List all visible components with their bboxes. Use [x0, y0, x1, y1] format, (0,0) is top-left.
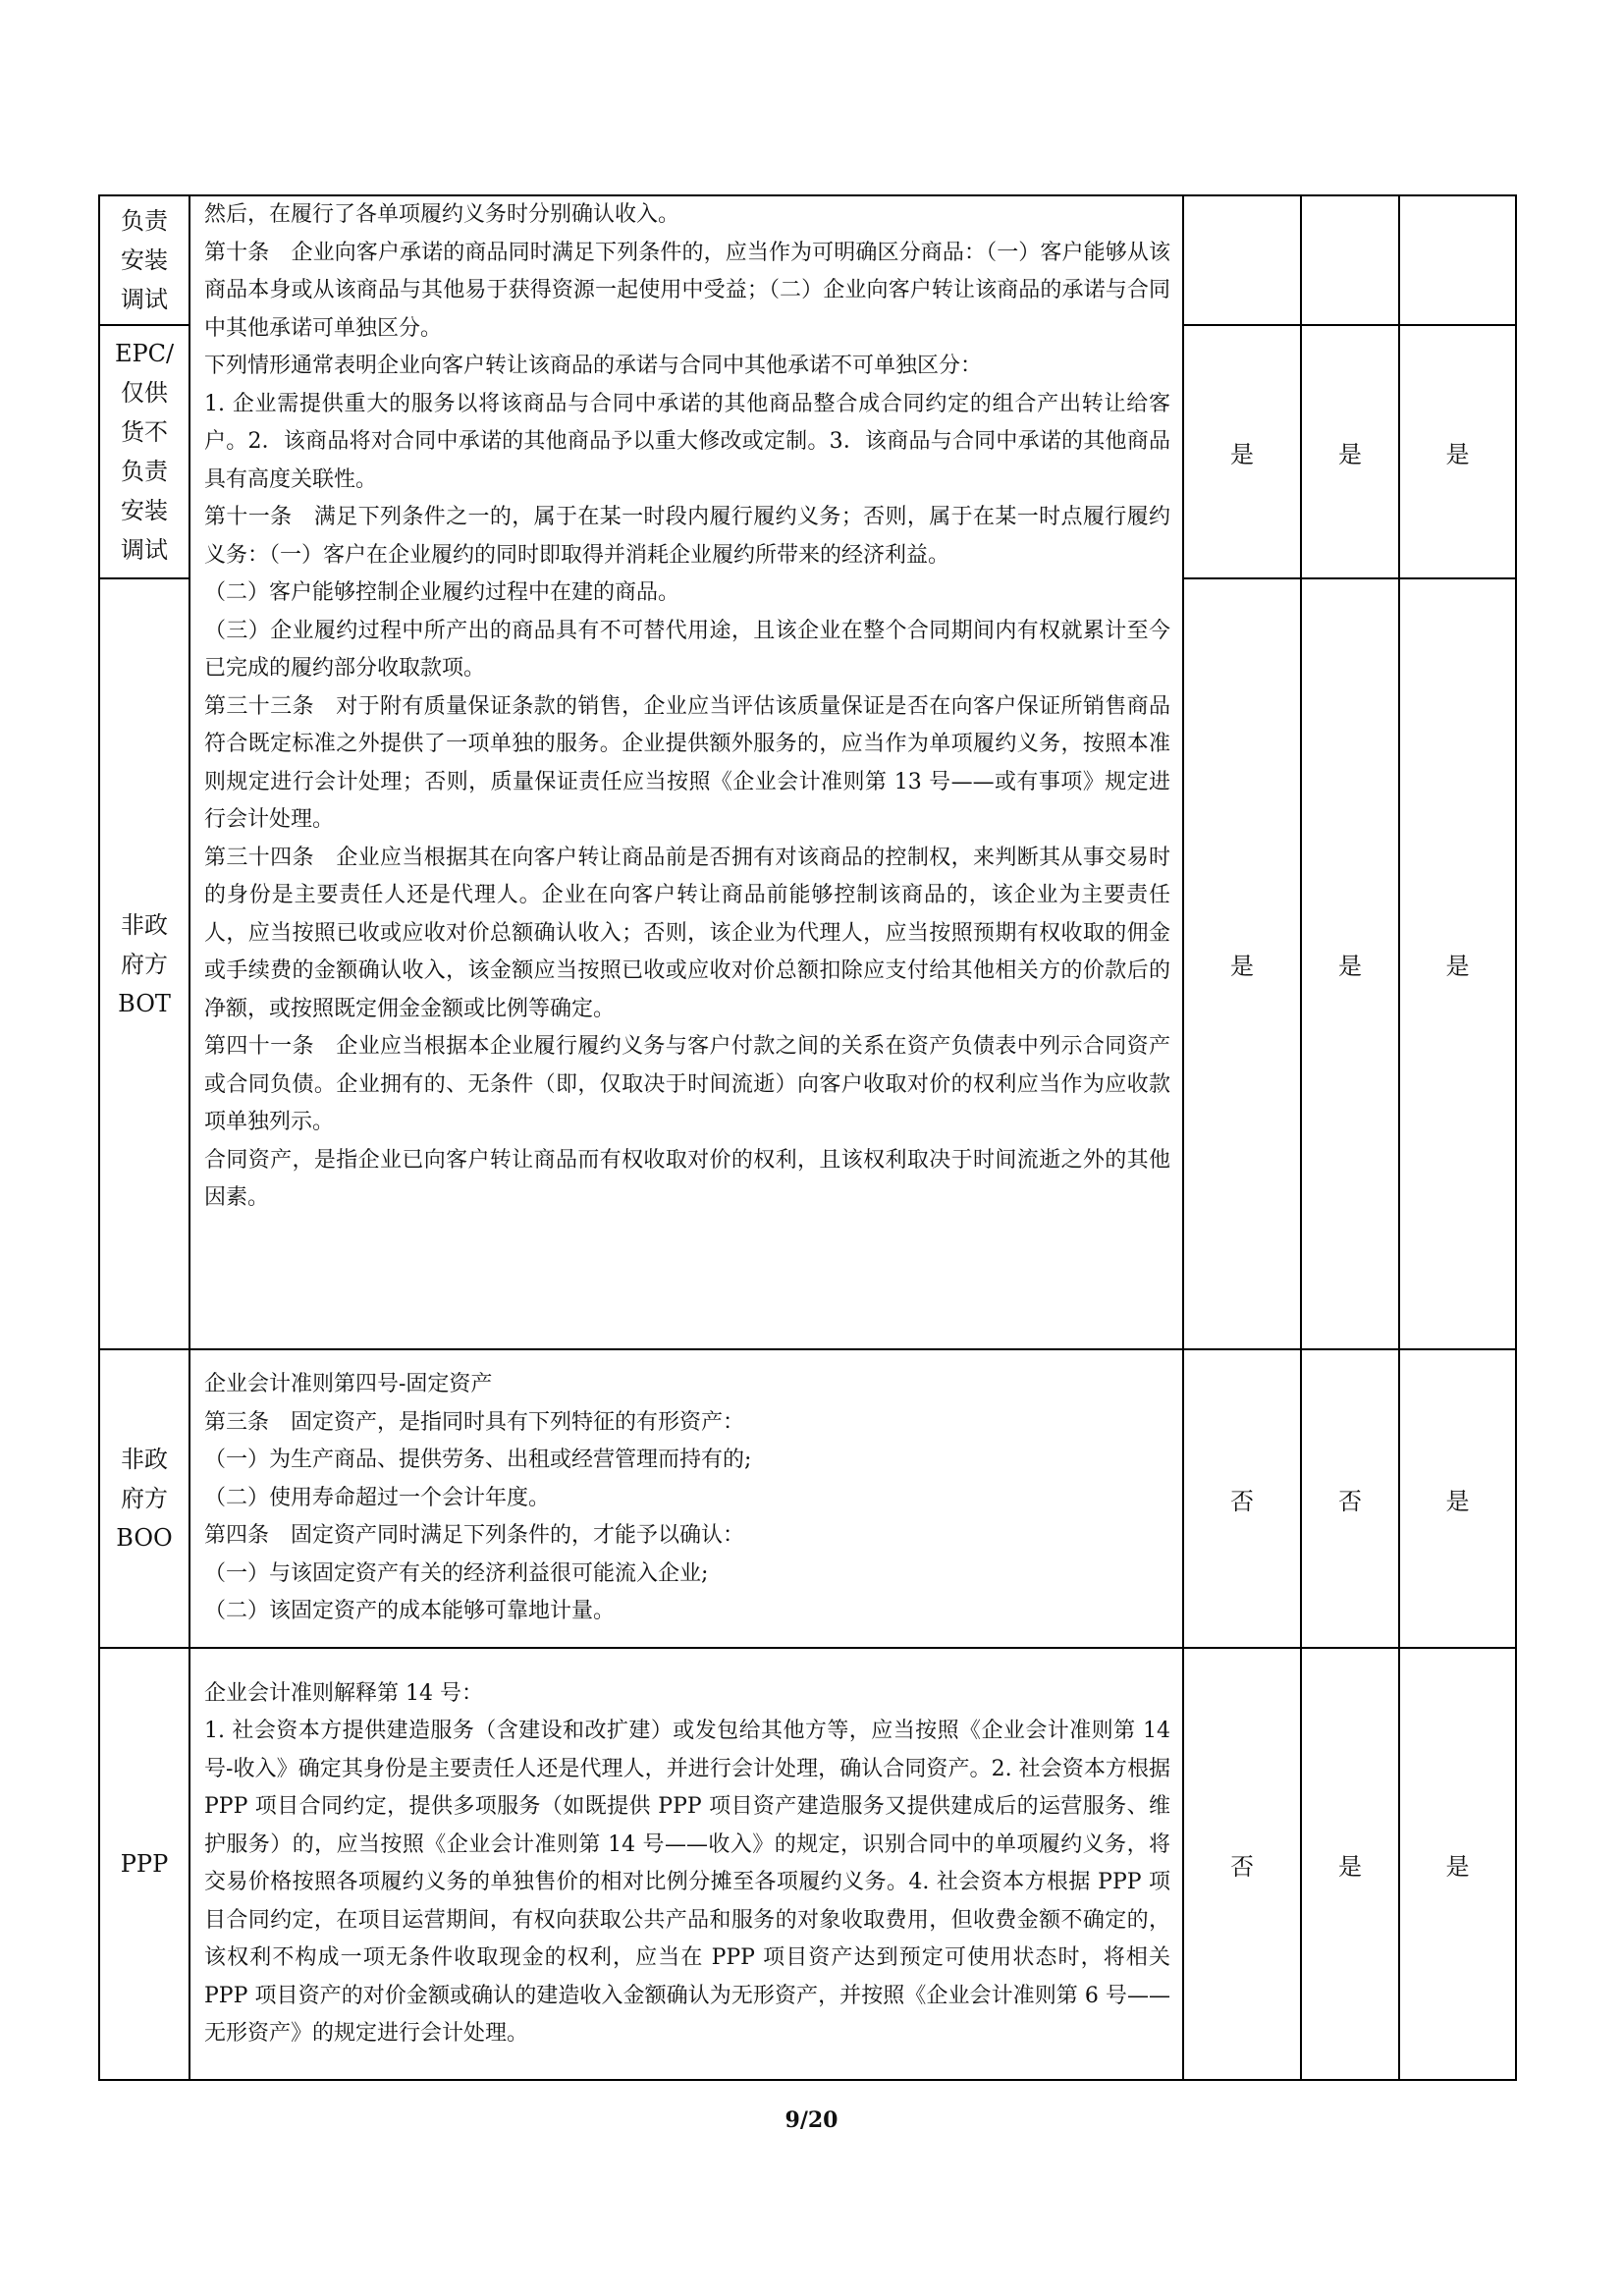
paragraph: 第十条 企业向客户承诺的商品同时满足下列条件的，应当作为可明确区分商品：（一）客户能够从该商品本身或从该商品与其他易于获得资源一起使用中受益；（二）企业向客户转让该商品的承诺与合同中其他承诺可单独区分。 [204, 240, 1170, 341]
paragraph: 1. 企业需提供重大的服务以将该商品与合同中承诺的其他商品整合成合同约定的组合产出转让给客户。2．该商品将对合同中承诺的其他商品予以重大修改或定制。3．该商品与合同中承诺的其他商品具有高度关联性。 [204, 391, 1170, 492]
answer-cell-1: 是 [1183, 325, 1301, 578]
answer-cell-3 [1399, 195, 1516, 325]
answer-cell-1: 否 [1183, 1648, 1301, 2080]
paragraph: 第三条 固定资产，是指同时具有下列特征的有形资产： [204, 1409, 745, 1435]
page-number: 9/20 [784, 2107, 839, 2133]
paragraph: （二）客户能够控制企业履约过程中在建的商品。 [204, 580, 680, 605]
table-row [99, 1648, 1516, 2080]
contract-type-cell: EPC/ 仅供 货不 负责 安装 调试 [99, 325, 189, 578]
paragraph: 第四条 固定资产同时满足下列条件的，才能予以确认： [204, 1523, 745, 1549]
contract-type-cell: 非政 府方 BOT [99, 578, 189, 1349]
contract-type-cell: PPP [99, 1648, 189, 2080]
paragraph: 1. 社会资本方提供建造服务（含建设和改扩建）或发包给其他方等，应当按照《企业会计准则第 14 号-收入》确定其身份是主要责任人还是代理人，并进行会计处理，确认合同资产。2. 社会资本方根据 PPP 项目合同约定，提供多项服务（如既提供 PPP 项目资产建造服务又提供建成后的运营服务、维护服务）的，应当按照《企业会计准则第 14 号——收入》的规定，识别合同中的单项履约义务，将交易价格按照各项履约义务的单独售价的相对比例分摊至各项履约义务。4. 社会资本方根据 PPP 项目合同约定，在项目运营期间，有权向获取公共产品和服务的对象收取费用，但收费金额不确定的，该权利不构成一项无条件收取现金的权利，应当在 PPP 项目资产达到预定可使用状态时，将相关 PPP 项目资产的对价金额或确认的建造收入金额确认为无形资产，并按照《企业会计准则第 6 号——无形资产》的规定进行会计处理。 [204, 1719, 1177, 2046]
paragraph: （一）为生产商品、提供劳务、出租或经营管理而持有的; [204, 1448, 752, 1473]
paragraph: （一）与该固定资产有关的经济利益很可能流入企业; [204, 1560, 709, 1586]
standard-text-cell [189, 195, 1183, 1349]
paragraph: 第十一条 满足下列条件之一的，属于在某一时段内履行履约义务；否则，属于在某一时点履行履约义务：（一）客户在企业履约的同时即取得并消耗企业履约所带来的经济利益。 [204, 505, 1170, 568]
paragraph: （二）使用寿命超过一个会计年度。 [204, 1485, 551, 1510]
answer-cell-3: 是 [1399, 578, 1516, 1349]
table-row [99, 1349, 1516, 1648]
answer-cell-3: 是 [1399, 1349, 1516, 1648]
standard-text-cell [189, 1648, 1183, 2080]
answer-cell-3: 是 [1399, 1648, 1516, 2080]
paragraph: 然后，在履行了各单项履约义务时分别确认收入。 [204, 202, 680, 227]
paragraph: 第三十三条 对于附有质量保证条款的销售，企业应当评估该质量保证是否在向客户保证所销售商品符合既定标准之外提供了一项单独的服务。企业提供额外服务的，应当作为单项履约义务，按照本准则规定进行会计处理；否则，质量保证责任应当按照《企业会计准则第 13 号——或有事项》规定进行会计处理。 [204, 693, 1170, 832]
answer-cell-2: 否 [1301, 1349, 1399, 1648]
answer-cell-2 [1301, 195, 1399, 325]
answer-cell-3: 是 [1399, 325, 1516, 578]
paragraph: （三）企业履约过程中所产出的商品具有不可替代用途，且该企业在整个合同期间内有权就累计至今已完成的履约部分收取款项。 [204, 618, 1170, 681]
answer-cell-1: 是 [1183, 578, 1301, 1349]
contract-type-cell: 非政 府方 BOO [99, 1349, 189, 1648]
paragraph: 企业会计准则解释第 14 号： [204, 1680, 483, 1706]
answer-cell-2: 是 [1301, 325, 1399, 578]
table-row [99, 195, 1516, 325]
standards-table [98, 194, 1517, 2081]
answer-cell-2: 是 [1301, 1648, 1399, 2080]
paragraph: 下列情形通常表明企业向客户转让该商品的承诺与合同中其他承诺不可单独区分： [204, 354, 983, 378]
contract-type-cell: 负责 安装 调试 [99, 195, 189, 325]
standard-text-cell [189, 1349, 1183, 1648]
paragraph: 第三十四条 企业应当根据其在向客户转让商品前是否拥有对该商品的控制权，来判断其从事交易时的身份是主要责任人还是代理人。企业在向客户转让商品前能够控制该商品的，该企业为主要责任人，应当按照已收或应收对价总额确认收入；否则，该企业为代理人，应当按照预期有权收取的佣金或手续费的金额确认收入，该金额应当按照已收或应收对价总额扣除应支付给其他相关方的价款后的净额，或按照既定佣金金额或比例等确定。 [204, 845, 1170, 1021]
answer-cell-2: 是 [1301, 578, 1399, 1349]
paragraph: 企业会计准则第四号-固定资产 [204, 1372, 493, 1397]
answer-cell-1 [1183, 195, 1301, 325]
paragraph: （二）该固定资产的成本能够可靠地计量。 [204, 1599, 616, 1624]
paragraph: 第四十一条 企业应当根据本企业履行履约义务与客户付款之间的关系在资产负债表中列示合同资产或合同负债。企业拥有的、无条件（即，仅取决于时间流逝）向客户收取对价的权利应当作为应收款项单独列示。 [204, 1034, 1170, 1134]
paragraph: 合同资产，是指企业已向客户转让商品而有权收取对价的权利，且该权利取决于时间流逝之外的其他因素。 [204, 1147, 1170, 1210]
answer-cell-1: 否 [1183, 1349, 1301, 1648]
